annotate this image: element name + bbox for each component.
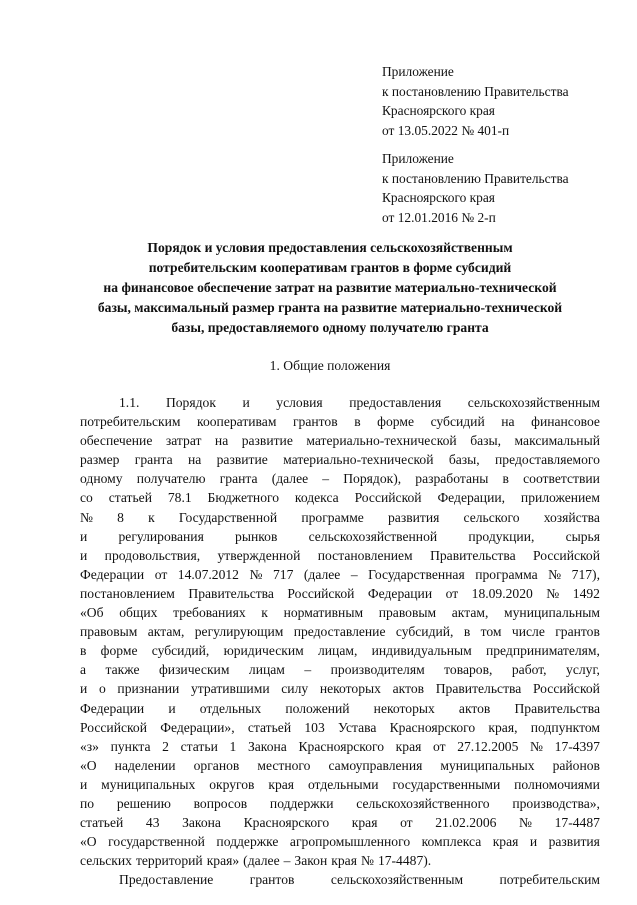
- word: края,: [488, 719, 518, 735]
- word: Федерации: [80, 566, 145, 582]
- word: статьей: [247, 719, 292, 735]
- word: Российской: [80, 719, 147, 735]
- word: №: [360, 853, 374, 869]
- word: статьей: [80, 815, 124, 831]
- word: разработаны: [415, 471, 489, 487]
- word: утратившими: [190, 681, 270, 697]
- word: –: [283, 853, 291, 869]
- word: физическим: [158, 662, 230, 678]
- word: и: [80, 547, 88, 563]
- word: №: [546, 585, 560, 601]
- word: том: [480, 624, 502, 640]
- word: агропромышленного: [289, 834, 411, 850]
- text-line: [80, 488, 600, 507]
- body-paragraphs: [80, 393, 600, 889]
- word: отдельных: [199, 700, 262, 716]
- word: сельскохозяйственного: [356, 795, 490, 811]
- word: хозяйства: [543, 509, 600, 525]
- word: сырья: [565, 528, 600, 544]
- word: обеспечение: [80, 433, 153, 449]
- word: признании: [117, 681, 180, 697]
- word: округов: [209, 776, 255, 792]
- word: отдельными: [307, 776, 379, 792]
- word: правовым: [378, 605, 437, 621]
- word: Закон: [294, 853, 328, 869]
- word: также: [105, 662, 140, 678]
- word: Устава: [337, 719, 377, 735]
- word: Закона: [182, 815, 221, 831]
- word: утвержденной: [217, 547, 301, 563]
- word: и: [80, 681, 88, 697]
- word: сельских: [80, 853, 132, 869]
- word: Порядок),: [343, 471, 402, 487]
- appendix-region: Красноярского края: [382, 103, 495, 118]
- word: органов: [193, 757, 240, 773]
- word: индивидуальным: [371, 643, 472, 659]
- word: и: [529, 834, 538, 850]
- word: Красноярского: [243, 815, 330, 831]
- word: подпунктом: [530, 719, 600, 735]
- word: и: [242, 395, 250, 410]
- text-line: [80, 813, 600, 832]
- word: затрат: [165, 433, 202, 449]
- word: Порядок: [165, 395, 216, 410]
- text-line: [80, 450, 600, 469]
- text-line: [80, 508, 600, 527]
- word: предоставление: [293, 624, 386, 640]
- word: развитие: [241, 433, 293, 449]
- word: муниципальным: [504, 605, 600, 621]
- appendix-reference: к постановлению Правительства: [382, 170, 569, 186]
- word: постановлением: [317, 547, 413, 563]
- appendix-label: Приложение: [382, 64, 454, 79]
- word: 17-4487).: [377, 853, 432, 869]
- word: требованиях: [173, 605, 246, 621]
- word: государственной: [108, 834, 205, 850]
- appendix-date-number: от 12.01.2016 № 2-п: [382, 209, 496, 225]
- word: статьи: [180, 738, 218, 754]
- word: 27.12.2005: [457, 738, 519, 754]
- word: 8: [117, 509, 124, 525]
- word: наделении: [114, 757, 176, 773]
- word: актам,: [147, 624, 185, 640]
- word: актов: [458, 700, 491, 716]
- word: сельскохозяйственным: [330, 872, 464, 888]
- word: материально-технической: [306, 433, 457, 449]
- word: потребительским: [80, 414, 181, 430]
- word: Российской: [533, 547, 600, 563]
- text-line: [80, 737, 600, 756]
- document-title: [60, 238, 600, 338]
- word: (далее: [271, 471, 309, 487]
- word: продовольствия,: [104, 547, 201, 563]
- word: Российской: [354, 490, 422, 506]
- word: максимальный: [514, 433, 600, 449]
- word: актов: [392, 681, 425, 697]
- word: 717),: [571, 566, 600, 582]
- word: самоуправления: [328, 757, 423, 773]
- word: грантов: [555, 624, 600, 640]
- section-heading: 1. Общие положения: [269, 358, 391, 373]
- text-line: [80, 794, 600, 813]
- appendix-date-number: от 13.05.2022 № 401-п: [382, 122, 510, 138]
- word: получателю: [136, 471, 206, 487]
- word: форме: [377, 414, 415, 430]
- word: базы,: [470, 433, 502, 449]
- word: общих: [119, 605, 158, 621]
- word: «О: [80, 757, 97, 773]
- word: Правительства: [430, 547, 516, 563]
- word: развитие: [216, 452, 268, 468]
- word: №: [530, 738, 543, 754]
- word: продукции,: [468, 528, 535, 544]
- word: Государственная: [368, 566, 465, 582]
- word: от: [433, 738, 446, 754]
- word: местного: [257, 757, 311, 773]
- word: предоставления: [349, 395, 442, 410]
- word: форме: [100, 643, 138, 659]
- text-line: [80, 622, 600, 641]
- text-line: [80, 775, 600, 794]
- word: Закона: [247, 738, 287, 754]
- word: предпринимателям,: [485, 643, 600, 659]
- word: регулирования: [118, 528, 204, 544]
- word: развития: [548, 834, 600, 850]
- word: базы,: [448, 452, 480, 468]
- word: в: [354, 414, 361, 430]
- word: к: [148, 509, 155, 525]
- word: №: [519, 815, 532, 831]
- text-line: [80, 431, 600, 450]
- word: по: [80, 795, 95, 811]
- word: в: [463, 624, 471, 640]
- word: края: [268, 776, 295, 792]
- word: сельского: [463, 509, 520, 525]
- appendix-reference: к постановлению Правительства: [382, 83, 569, 99]
- text-line: [80, 660, 600, 679]
- appendix-block-original: [382, 149, 569, 227]
- word: Красноярского: [298, 738, 385, 754]
- word: производства»,: [512, 795, 600, 811]
- word: товаров,: [444, 662, 493, 678]
- word: субсидий,: [395, 624, 454, 640]
- word: «з»: [80, 738, 99, 754]
- word: от: [154, 566, 168, 582]
- word: –: [322, 471, 330, 487]
- word: силу: [281, 681, 309, 697]
- word: 717: [272, 566, 294, 582]
- word: юридическим: [223, 643, 304, 659]
- word: условия: [276, 395, 323, 410]
- word: рынков: [235, 528, 278, 544]
- title-line: базы, максимальный размер гранта на развитие материально-технической: [97, 300, 563, 315]
- word: субсидий: [430, 414, 485, 430]
- text-line: [80, 546, 600, 565]
- word: Федерации»,: [160, 719, 235, 735]
- word: районов: [552, 757, 600, 773]
- word: программа: [475, 566, 538, 582]
- word: финансовое: [531, 414, 600, 430]
- word: кодекса: [294, 490, 339, 506]
- text-line: [80, 469, 600, 488]
- word: территорий: [135, 853, 203, 869]
- word: 1.1.: [119, 395, 140, 410]
- word: потребительским: [499, 872, 600, 888]
- word: Федерации,: [437, 490, 506, 506]
- word: постановлением: [80, 585, 175, 601]
- word: «О: [80, 834, 97, 850]
- word: –: [350, 566, 358, 582]
- word: положений: [285, 700, 350, 716]
- word: Российской: [287, 585, 355, 601]
- word: от: [400, 815, 413, 831]
- word: некоторых: [373, 700, 435, 716]
- text-line: [80, 565, 600, 584]
- word: кооперативам: [197, 414, 277, 430]
- word: а: [80, 662, 87, 678]
- word: и: [80, 776, 88, 792]
- word: Правительства: [514, 700, 600, 716]
- word: Правительства: [435, 681, 522, 697]
- word: числе: [511, 624, 545, 640]
- word: №: [548, 566, 562, 582]
- word: Бюджетного: [207, 490, 280, 506]
- word: некоторых: [319, 681, 381, 697]
- text-line: [80, 603, 600, 622]
- word: комплекса: [421, 834, 482, 850]
- word: гранта: [219, 471, 258, 487]
- text-line: [80, 679, 600, 698]
- word: развития: [388, 509, 440, 525]
- word: Федерации: [80, 700, 145, 716]
- word: края: [331, 853, 357, 869]
- word: Предоставление: [119, 872, 214, 888]
- word: Федерации: [367, 585, 433, 601]
- text-line: [80, 832, 600, 851]
- word: вопросов: [193, 795, 248, 811]
- word: к: [261, 605, 268, 621]
- word: на: [187, 452, 202, 468]
- word: края: [492, 834, 519, 850]
- word: края: [351, 815, 378, 831]
- word: грантов: [292, 414, 338, 430]
- text-line: [80, 393, 600, 412]
- word: производителям: [330, 662, 425, 678]
- word: «Об: [80, 605, 104, 621]
- word: лицам: [248, 662, 285, 678]
- word: и: [80, 528, 88, 544]
- word: решению: [116, 795, 171, 811]
- word: в: [502, 471, 509, 487]
- word: (далее: [243, 853, 280, 869]
- word: –: [304, 662, 312, 678]
- text-line: [80, 870, 600, 889]
- word: статьей: [108, 490, 152, 506]
- word: регулирующим: [194, 624, 284, 640]
- word: со: [80, 490, 93, 506]
- text-line: [80, 699, 600, 718]
- word: края: [395, 738, 422, 754]
- word: субсидий,: [151, 643, 210, 659]
- text-line: [80, 641, 600, 660]
- text-line: [80, 584, 600, 603]
- text-line: [80, 412, 600, 431]
- word: одному: [80, 471, 123, 487]
- word: 17-4397: [554, 738, 600, 754]
- word: от: [445, 585, 459, 601]
- word: соответствии: [523, 471, 600, 487]
- word: правовым: [80, 624, 138, 640]
- word: 78.1: [167, 490, 192, 506]
- word: услуг,: [566, 662, 600, 678]
- word: работ,: [511, 662, 547, 678]
- word: нормативным: [283, 605, 364, 621]
- word: актам,: [451, 605, 489, 621]
- appendix-region: Красноярского края: [382, 190, 495, 205]
- text-line: [80, 851, 600, 870]
- word: о: [98, 681, 106, 697]
- word: 103: [304, 719, 325, 735]
- word: государственными: [392, 776, 501, 792]
- word: муниципальных: [440, 757, 535, 773]
- word: приложением: [520, 490, 600, 506]
- word: гранта: [134, 452, 173, 468]
- word: 43: [145, 815, 160, 831]
- word: муниципальных: [101, 776, 196, 792]
- appendix-block-current: [382, 62, 569, 140]
- word: сельскохозяйственной: [308, 528, 438, 544]
- word: размер: [80, 452, 120, 468]
- word: поддержки: [269, 795, 334, 811]
- text-line: [80, 527, 600, 546]
- word: Красноярского: [389, 719, 476, 735]
- word: (далее: [303, 566, 341, 582]
- title-line: на финансовое обеспечение затрат на развитие материально-технической: [103, 280, 557, 295]
- word: программе: [301, 509, 364, 525]
- word: Российской: [532, 681, 600, 697]
- word: края»: [206, 853, 240, 869]
- title-line: потребительским кооперативам грантов в форме субсидий: [148, 260, 512, 275]
- word: 17-4487: [554, 815, 600, 831]
- text-line: [80, 718, 600, 737]
- word: №: [249, 566, 263, 582]
- word: сельскохозяйственным: [467, 395, 600, 410]
- appendix-label: Приложение: [382, 151, 454, 166]
- word: в: [80, 643, 87, 659]
- word: Правительства: [188, 585, 274, 601]
- word: 18.09.2020: [471, 585, 533, 601]
- word: 1: [229, 738, 237, 754]
- title-line: базы, предоставляемого одному получателю гранта: [171, 320, 489, 335]
- word: и: [168, 700, 176, 716]
- word: пункта: [110, 738, 151, 754]
- word: №: [80, 509, 93, 525]
- word: 14.07.2012: [177, 566, 239, 582]
- word: Государственной: [178, 509, 278, 525]
- word: грантов: [249, 872, 295, 888]
- word: предоставляемого: [495, 452, 600, 468]
- word: материально-технической: [283, 452, 434, 468]
- word: поддержке: [216, 834, 279, 850]
- word: 2: [162, 738, 169, 754]
- word: 21.02.2006: [435, 815, 497, 831]
- word: 1492: [572, 585, 600, 601]
- word: полномочиями: [514, 776, 600, 792]
- word: на: [214, 433, 229, 449]
- text-line: [80, 756, 600, 775]
- word: лицам,: [317, 643, 358, 659]
- word: на: [501, 414, 515, 430]
- title-line: Порядок и условия предоставления сельскохозяйственным: [147, 240, 513, 255]
